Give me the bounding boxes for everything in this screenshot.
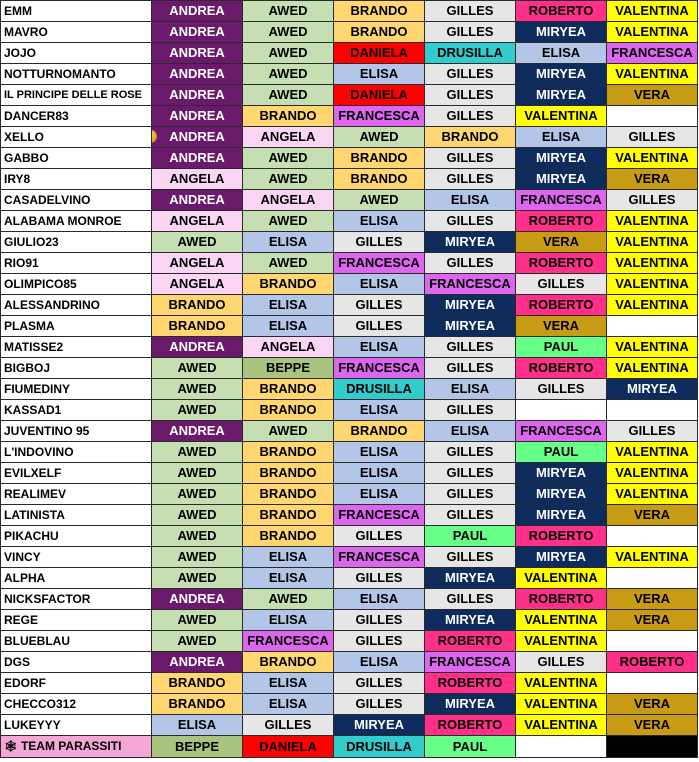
table-row — [1, 421, 698, 442]
pick-cell: BRANDO — [334, 22, 425, 43]
table-row — [1, 316, 698, 337]
pick-cell: AWED — [334, 190, 425, 211]
pick-cell: AWED — [152, 442, 243, 463]
pick-cell: GILLES — [425, 148, 516, 169]
pick-cell: VALENTINA — [607, 358, 698, 379]
pick-cell: AWED — [243, 85, 334, 106]
pick-cell: VALENTINA — [607, 1, 698, 22]
table-row — [1, 295, 698, 316]
player-name: MAVRO — [1, 22, 152, 43]
pick-cell: GILLES — [516, 379, 607, 400]
pick-cell: VALENTINA — [516, 694, 607, 715]
pick-cell: AWED — [243, 589, 334, 610]
pick-cell: FRANCESCA — [516, 190, 607, 211]
pick-cell — [607, 316, 698, 337]
pick-cell: FRANCESCA — [425, 652, 516, 673]
pick-cell — [516, 400, 607, 421]
player-name: BLUEBLAU — [1, 631, 152, 652]
pick-cell: FRANCESCA — [334, 547, 425, 568]
pick-cell: GILLES — [425, 106, 516, 127]
pick-cell: VERA — [607, 169, 698, 190]
pick-cell: ROBERTO — [516, 1, 607, 22]
team-pick-cell: BEPPE — [152, 736, 243, 758]
team-label: TEAM PARASSITI — [20, 739, 122, 753]
player-name: LUKEYYY — [1, 715, 152, 736]
player-name: IL PRINCIPE DELLE ROSE — [1, 85, 152, 106]
pick-cell: MIRYEA — [516, 169, 607, 190]
pick-cell: GILLES — [425, 358, 516, 379]
pick-cell: ELISA — [243, 610, 334, 631]
pick-cell: ELISA — [516, 127, 607, 148]
pick-cell: BRANDO — [152, 694, 243, 715]
table-row — [1, 85, 698, 106]
pick-cell: ROBERTO — [516, 211, 607, 232]
pick-cell: ELISA — [334, 64, 425, 85]
player-name: GIULIO23 — [1, 232, 152, 253]
pick-cell: MIRYEA — [516, 85, 607, 106]
pick-cell: FRANCESCA — [607, 43, 698, 64]
pick-cell: DANIELA — [334, 43, 425, 64]
player-name: NOTTURNOMANTO — [1, 64, 152, 85]
pick-cell: VALENTINA — [607, 232, 698, 253]
pick-cell: AWED — [152, 484, 243, 505]
pick-cell: VALENTINA — [516, 106, 607, 127]
pick-cell: BRANDO — [243, 463, 334, 484]
pick-cell: VERA — [607, 715, 698, 736]
player-name: RIO91 — [1, 253, 152, 274]
pick-cell: ANDREA — [152, 43, 243, 64]
player-name: EMM — [1, 1, 152, 22]
pick-cell: BRANDO — [243, 442, 334, 463]
pick-cell: MIRYEA — [516, 463, 607, 484]
pick-cell: AWED — [243, 22, 334, 43]
pick-cell: ANGELA — [152, 253, 243, 274]
table-row — [1, 148, 698, 169]
pick-cell: ANDREA — [152, 22, 243, 43]
pick-cell: ELISA — [334, 337, 425, 358]
pick-cell: FRANCESCA — [516, 421, 607, 442]
pick-cell: BEPPE — [243, 358, 334, 379]
pick-cell: FRANCESCA — [334, 505, 425, 526]
player-name: L'INDOVINO — [1, 442, 152, 463]
player-name: CHECCO312 — [1, 694, 152, 715]
table-row — [1, 22, 698, 43]
pick-cell: VALENTINA — [607, 274, 698, 295]
table-row — [1, 358, 698, 379]
pick-cell: DRUSILLA — [334, 379, 425, 400]
pick-cell: AWED — [243, 43, 334, 64]
pick-cell: ELISA — [334, 463, 425, 484]
pick-cell: VERA — [607, 694, 698, 715]
pick-cell — [607, 106, 698, 127]
table-row — [1, 568, 698, 589]
player-name: GABBO — [1, 148, 152, 169]
pick-cell: DRUSILLA — [425, 43, 516, 64]
pick-cell: VALENTINA — [516, 673, 607, 694]
table-row — [1, 631, 698, 652]
pick-label: ANDREA — [169, 129, 225, 144]
pick-cell: GILLES — [425, 211, 516, 232]
pick-cell: ANGELA — [152, 169, 243, 190]
pick-cell: VALENTINA — [516, 631, 607, 652]
pick-cell: AWED — [152, 358, 243, 379]
pick-cell: MIRYEA — [516, 484, 607, 505]
pick-cell: VALENTINA — [607, 337, 698, 358]
pick-cell: AWED — [243, 64, 334, 85]
table-row — [1, 379, 698, 400]
pick-cell: GILLES — [425, 484, 516, 505]
pick-cell: ROBERTO — [425, 673, 516, 694]
player-name: KASSAD1 — [1, 400, 152, 421]
pick-cell: GILLES — [425, 85, 516, 106]
pick-cell: ELISA — [243, 547, 334, 568]
pick-cell: ROBERTO — [425, 631, 516, 652]
pick-cell: AWED — [152, 568, 243, 589]
table-row — [1, 694, 698, 715]
pick-cell: VALENTINA — [607, 442, 698, 463]
player-name: PLASMA — [1, 316, 152, 337]
pick-cell: ELISA — [243, 694, 334, 715]
team-pick-cell: PAUL — [425, 736, 516, 758]
pick-cell: AWED — [152, 526, 243, 547]
table-row — [1, 232, 698, 253]
pick-cell: VALENTINA — [607, 547, 698, 568]
player-name: CASADELVINO — [1, 190, 152, 211]
pick-cell: GILLES — [425, 505, 516, 526]
pick-cell: BRANDO — [243, 526, 334, 547]
table-row — [1, 505, 698, 526]
pick-cell: ROBERTO — [607, 652, 698, 673]
pick-cell — [607, 400, 698, 421]
pick-cell: AWED — [152, 400, 243, 421]
pick-cell: PAUL — [425, 526, 516, 547]
table-row — [1, 463, 698, 484]
table-row — [1, 169, 698, 190]
pick-cell: ANGELA — [243, 127, 334, 148]
player-name: XELLO — [1, 127, 152, 148]
pick-cell: GILLES — [425, 589, 516, 610]
pick-cell: GILLES — [425, 169, 516, 190]
player-name: JUVENTINO 95 — [1, 421, 152, 442]
pick-cell: VERA — [516, 232, 607, 253]
pick-cell: AWED — [243, 148, 334, 169]
table-row — [1, 190, 698, 211]
pick-cell: ANDREA — [152, 190, 243, 211]
pick-cell: BRANDO — [243, 505, 334, 526]
pick-cell: ELISA — [334, 589, 425, 610]
pick-cell: PAUL — [516, 442, 607, 463]
coin-icon — [152, 130, 158, 143]
pick-cell: VERA — [516, 316, 607, 337]
player-name: EVILXELF — [1, 463, 152, 484]
pick-cell: MIRYEA — [425, 694, 516, 715]
pick-cell: GILLES — [425, 442, 516, 463]
pick-cell: GILLES — [425, 547, 516, 568]
table-row — [1, 127, 698, 148]
pick-cell: GILLES — [425, 253, 516, 274]
pick-cell: AWED — [152, 631, 243, 652]
pick-cell: ROBERTO — [516, 358, 607, 379]
pick-cell: ROBERTO — [516, 526, 607, 547]
pick-cell: GILLES — [425, 400, 516, 421]
player-name: DANCER83 — [1, 106, 152, 127]
pick-cell: ELISA — [334, 274, 425, 295]
table-row — [1, 253, 698, 274]
table-row — [1, 64, 698, 85]
table-row — [1, 211, 698, 232]
player-name: FIUMEDINY — [1, 379, 152, 400]
player-name: DGS — [1, 652, 152, 673]
pick-cell: BRANDO — [152, 295, 243, 316]
pick-cell: MIRYEA — [425, 610, 516, 631]
player-name: MATISSE2 — [1, 337, 152, 358]
player-name: ALESSANDRINO — [1, 295, 152, 316]
pick-cell: VALENTINA — [607, 64, 698, 85]
pick-cell: VALENTINA — [607, 22, 698, 43]
player-name: NICKSFACTOR — [1, 589, 152, 610]
pick-cell: ELISA — [243, 316, 334, 337]
table-row — [1, 337, 698, 358]
pick-cell: ANDREA — [152, 1, 243, 22]
pick-cell: ROBERTO — [516, 295, 607, 316]
pick-cell: VALENTINA — [607, 484, 698, 505]
pick-cell: BRANDO — [152, 316, 243, 337]
pick-cell: ANGELA — [243, 337, 334, 358]
pick-cell: VERA — [607, 85, 698, 106]
pick-cell: MIRYEA — [607, 379, 698, 400]
table-row — [1, 484, 698, 505]
player-name: PIKACHU — [1, 526, 152, 547]
table-row — [1, 106, 698, 127]
pick-cell: GILLES — [334, 316, 425, 337]
pick-cell: MIRYEA — [425, 568, 516, 589]
pick-cell: ELISA — [334, 652, 425, 673]
pick-cell: GILLES — [516, 274, 607, 295]
pick-cell: ELISA — [425, 190, 516, 211]
table-row — [1, 610, 698, 631]
pick-cell: MIRYEA — [425, 295, 516, 316]
pick-cell: MIRYEA — [516, 64, 607, 85]
pick-cell: BRANDO — [334, 169, 425, 190]
table-row — [1, 400, 698, 421]
pick-cell: GILLES — [334, 568, 425, 589]
pick-cell: BRANDO — [243, 652, 334, 673]
pick-cell: ELISA — [334, 442, 425, 463]
table-row — [1, 43, 698, 64]
pick-cell: AWED — [152, 463, 243, 484]
pick-cell: ELISA — [243, 673, 334, 694]
table-row — [1, 1, 698, 22]
pick-cell: AWED — [334, 127, 425, 148]
pick-cell: BRANDO — [243, 379, 334, 400]
pick-cell: VALENTINA — [607, 253, 698, 274]
pick-cell: VALENTINA — [607, 295, 698, 316]
pick-cell: ELISA — [516, 43, 607, 64]
pick-cell: GILLES — [334, 631, 425, 652]
pick-cell: ANDREA — [152, 652, 243, 673]
pick-cell: BRANDO — [334, 1, 425, 22]
pick-cell — [152, 127, 243, 148]
pick-cell — [607, 631, 698, 652]
pick-cell: ELISA — [334, 211, 425, 232]
player-name: ALABAMA MONROE — [1, 211, 152, 232]
pick-cell: BRANDO — [243, 274, 334, 295]
pick-cell: PAUL — [516, 337, 607, 358]
pick-cell: ELISA — [334, 400, 425, 421]
table-row — [1, 715, 698, 736]
pick-cell: VALENTINA — [607, 211, 698, 232]
team-pick-cell: DRUSILLA — [334, 736, 425, 758]
team-icon: 🕸 — [4, 741, 18, 753]
table-row — [1, 526, 698, 547]
player-name: REGE — [1, 610, 152, 631]
pick-cell: ELISA — [334, 484, 425, 505]
player-name: EDORF — [1, 673, 152, 694]
pick-cell: VALENTINA — [607, 148, 698, 169]
pick-cell: ROBERTO — [516, 589, 607, 610]
pick-cell: ELISA — [425, 379, 516, 400]
pick-cell: ANGELA — [243, 190, 334, 211]
pick-cell: GILLES — [334, 694, 425, 715]
pick-cell: GILLES — [334, 295, 425, 316]
pick-cell: FRANCESCA — [334, 253, 425, 274]
pick-cell: ROBERTO — [425, 715, 516, 736]
pick-cell: AWED — [243, 253, 334, 274]
pick-cell: GILLES — [243, 715, 334, 736]
pick-cell: MIRYEA — [425, 316, 516, 337]
table-row — [1, 547, 698, 568]
pick-cell: GILLES — [607, 421, 698, 442]
player-name: JOJO — [1, 43, 152, 64]
pick-cell: GILLES — [334, 526, 425, 547]
table-row — [1, 652, 698, 673]
table-body — [1, 1, 698, 758]
player-name: LATINISTA — [1, 505, 152, 526]
pick-cell: AWED — [152, 505, 243, 526]
pick-cell: MIRYEA — [334, 715, 425, 736]
table-row — [1, 589, 698, 610]
pick-cell: AWED — [243, 1, 334, 22]
pick-cell: MIRYEA — [516, 22, 607, 43]
pick-cell: ELISA — [243, 295, 334, 316]
pick-cell: FRANCESCA — [425, 274, 516, 295]
table-row — [1, 673, 698, 694]
pick-cell: BRANDO — [152, 673, 243, 694]
pick-cell: ELISA — [425, 421, 516, 442]
player-name: IRY8 — [1, 169, 152, 190]
pick-cell: MIRYEA — [516, 505, 607, 526]
pick-cell: GILLES — [425, 337, 516, 358]
player-name: BIGBOJ — [1, 358, 152, 379]
pick-cell: FRANCESCA — [334, 358, 425, 379]
pick-cell: FRANCESCA — [243, 631, 334, 652]
pick-cell: ELISA — [243, 568, 334, 589]
pick-cell: MIRYEA — [516, 547, 607, 568]
pick-cell: ELISA — [152, 715, 243, 736]
pick-cell: GILLES — [425, 64, 516, 85]
team-label-cell — [1, 736, 152, 758]
pick-cell: GILLES — [607, 190, 698, 211]
pick-cell: ANDREA — [152, 106, 243, 127]
pick-cell: AWED — [243, 211, 334, 232]
pick-cell: GILLES — [334, 673, 425, 694]
pick-cell: AWED — [243, 421, 334, 442]
pick-cell: VALENTINA — [516, 568, 607, 589]
pick-cell: AWED — [243, 169, 334, 190]
pick-cell: MIRYEA — [425, 232, 516, 253]
pick-cell: AWED — [152, 547, 243, 568]
pick-cell: GILLES — [516, 652, 607, 673]
pick-cell: GILLES — [334, 610, 425, 631]
pick-cell: VALENTINA — [516, 715, 607, 736]
pick-cell: AWED — [152, 610, 243, 631]
pick-cell: AWED — [152, 379, 243, 400]
player-name: ALPHA — [1, 568, 152, 589]
pick-cell: FRANCESCA — [334, 106, 425, 127]
pick-cell: ROBERTO — [516, 253, 607, 274]
pick-cell: ANGELA — [152, 274, 243, 295]
pick-cell: ANDREA — [152, 421, 243, 442]
pick-cell: GILLES — [425, 463, 516, 484]
pick-cell: BRANDO — [334, 148, 425, 169]
pick-cell: ELISA — [243, 232, 334, 253]
player-name: VINCY — [1, 547, 152, 568]
pick-cell: BRANDO — [243, 400, 334, 421]
pick-cell: BRANDO — [425, 127, 516, 148]
pick-cell: VERA — [607, 505, 698, 526]
pick-cell: BRANDO — [243, 484, 334, 505]
player-name: REALIMEV — [1, 484, 152, 505]
team-pick-cell: DANIELA — [243, 736, 334, 758]
pick-cell: ANDREA — [152, 589, 243, 610]
team-pick-cell — [516, 736, 607, 758]
pick-cell — [607, 568, 698, 589]
pick-cell: VERA — [607, 610, 698, 631]
pick-cell — [607, 673, 698, 694]
pick-cell: BRANDO — [243, 106, 334, 127]
pick-cell: VALENTINA — [607, 463, 698, 484]
pick-cell: VERA — [607, 589, 698, 610]
pick-cell: DANIELA — [334, 85, 425, 106]
pick-cell: VALENTINA — [516, 610, 607, 631]
pick-cell: ANGELA — [152, 211, 243, 232]
pick-cell: BRANDO — [334, 421, 425, 442]
pick-cell: ANDREA — [152, 85, 243, 106]
pick-cell: ANDREA — [152, 148, 243, 169]
player-name: OLIMPICO85 — [1, 274, 152, 295]
team-row — [1, 736, 698, 758]
table-row — [1, 442, 698, 463]
pick-cell: AWED — [152, 232, 243, 253]
pick-cell: ANDREA — [152, 337, 243, 358]
pick-cell: GILLES — [607, 127, 698, 148]
table-row — [1, 274, 698, 295]
pick-cell: GILLES — [334, 232, 425, 253]
pick-cell: GILLES — [425, 1, 516, 22]
pick-cell: GILLES — [425, 22, 516, 43]
pick-cell: ANDREA — [152, 64, 243, 85]
team-pick-cell — [607, 736, 698, 758]
pick-cell — [607, 526, 698, 547]
pick-cell: MIRYEA — [516, 148, 607, 169]
